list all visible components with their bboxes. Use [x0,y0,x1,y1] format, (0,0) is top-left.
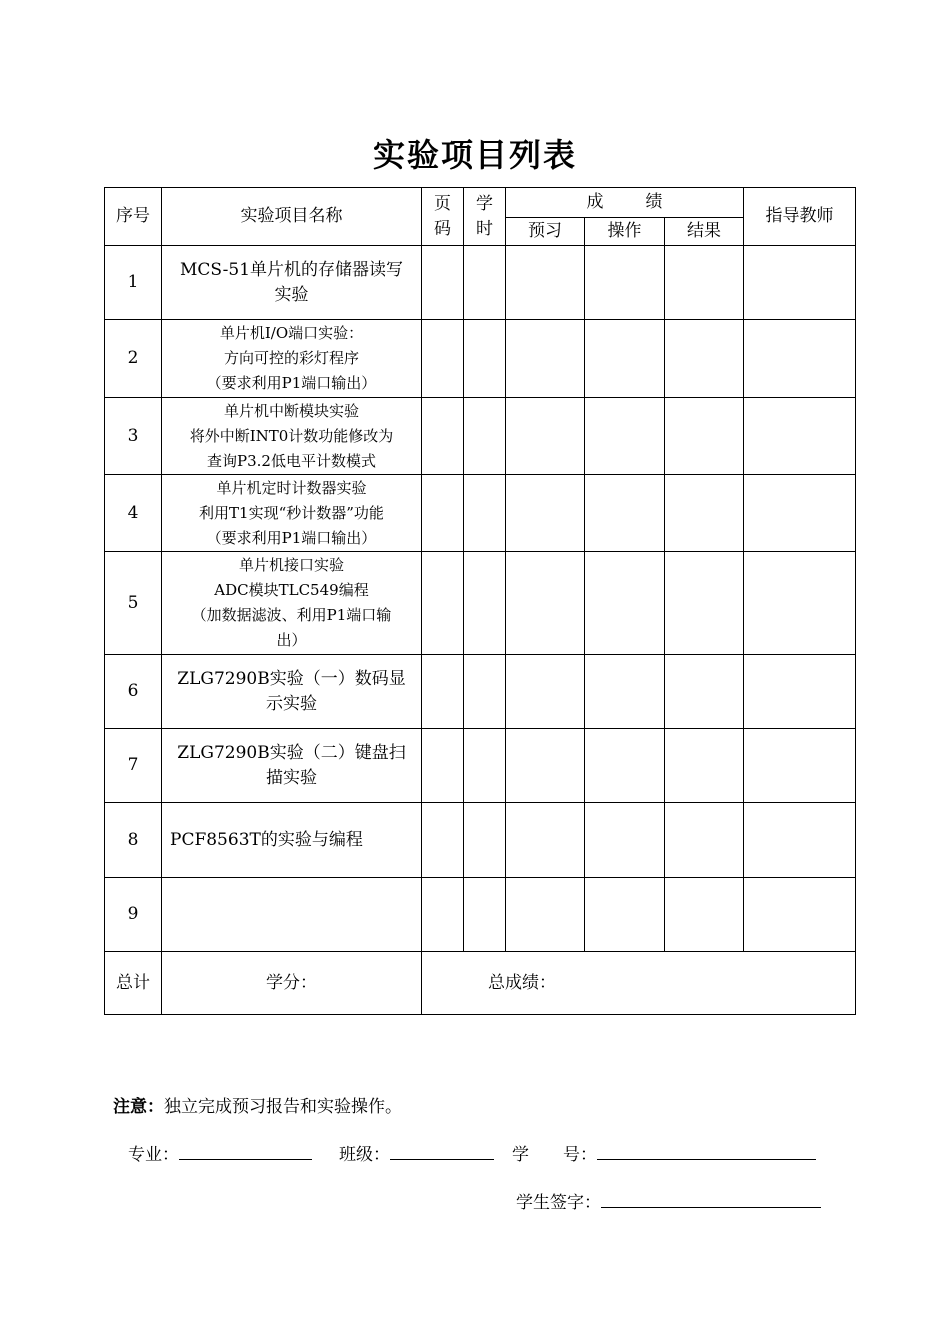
note [113,1092,402,1117]
row-preview-cell[interactable] [506,552,585,655]
header-grade [506,188,744,218]
row-project-name [162,729,422,803]
total-score[interactable]: 总成绩： [422,952,856,1015]
row-hours-cell[interactable] [464,475,506,552]
row-operation-cell[interactable] [585,246,665,320]
row-hours-cell[interactable] [464,655,506,729]
row-teacher-cell[interactable] [744,552,856,655]
project-name-line: MCS-51单片机的存储器读写 [179,259,404,280]
project-name-line: 描实验 [266,767,317,788]
row-project-name [162,878,422,952]
row-seq: 7 [105,729,162,803]
header-hours-char-2: 时 [476,218,493,239]
header-name: 实验项目名称 [162,188,422,246]
row-seq: 6 [105,655,162,729]
row-result-cell[interactable] [665,878,744,952]
project-name-line: 单片机I/O端口实验： [219,324,364,342]
header-page-char-1: 页 [434,193,451,214]
row-result-cell[interactable] [665,398,744,475]
row-preview-cell[interactable] [506,655,585,729]
row-teacher-cell[interactable] [744,320,856,398]
row-operation-cell[interactable] [585,803,665,878]
major-label: 专业： [128,1145,179,1165]
class-field [339,1140,494,1165]
project-name-line: 出） [276,631,307,649]
row-preview-cell[interactable] [506,320,585,398]
project-name-line: 单片机接口实验 [238,556,344,574]
table-row [105,552,856,655]
header-hours [464,188,506,246]
row-project-name [162,320,422,398]
note-label: 注意： [113,1097,164,1117]
header-page [422,188,464,246]
row-operation-cell[interactable] [585,878,665,952]
row-result-cell[interactable] [665,655,744,729]
project-name-line: （要求利用P1端口输出） [206,528,377,547]
table-row [105,475,856,552]
row-project-name [162,803,422,878]
table-row [105,246,856,320]
row-operation-cell[interactable] [585,475,665,552]
row-hours-cell[interactable] [464,729,506,803]
table-row [105,320,856,398]
row-page-cell[interactable] [422,552,464,655]
header-grade-label: 成绩 [586,192,705,212]
row-teacher-cell[interactable] [744,729,856,803]
table-row [105,803,856,878]
row-project-name [162,475,422,552]
row-seq: 5 [105,552,162,655]
row-seq: 8 [105,803,162,878]
signature-input-line[interactable] [601,1191,821,1208]
project-name-line: ZLG7290B实验（二）键盘扫 [177,742,406,763]
project-name-line: PCF8563T的实验与编程 [170,829,363,850]
row-page-cell[interactable] [422,320,464,398]
row-project-name [162,246,422,320]
table-row [105,398,856,475]
major-input-line[interactable] [179,1143,312,1160]
student-id-input-line[interactable] [597,1143,816,1160]
row-preview-cell[interactable] [506,729,585,803]
row-page-cell[interactable] [422,246,464,320]
row-result-cell[interactable] [665,320,744,398]
row-operation-cell[interactable] [585,398,665,475]
row-result-cell[interactable] [665,552,744,655]
student-id-field [512,1140,816,1165]
row-teacher-cell[interactable] [744,246,856,320]
row-project-name [162,655,422,729]
row-hours-cell[interactable] [464,552,506,655]
project-name-line: 单片机中断模块实验 [223,401,359,420]
row-result-cell[interactable] [665,729,744,803]
signature-field [516,1188,821,1213]
header-page-char-2: 码 [434,218,451,239]
row-seq: 2 [105,320,162,398]
row-teacher-cell[interactable] [744,878,856,952]
row-page-cell[interactable] [422,475,464,552]
project-name-line: 单片机定时计数器实验 [216,478,367,497]
row-project-name [162,552,422,655]
experiment-table [104,187,856,1015]
project-name-line: 示实验 [266,693,317,714]
header-seq: 序号 [105,188,162,246]
student-id-label: 学 号： [512,1145,597,1165]
row-preview-cell[interactable] [506,475,585,552]
row-preview-cell[interactable] [506,803,585,878]
row-operation-cell[interactable] [585,320,665,398]
project-name-line: 查询P3.2低电平计数模式 [207,451,376,470]
row-page-cell[interactable] [422,878,464,952]
total-credit[interactable]: 学分： [162,952,422,1015]
row-hours-cell[interactable] [464,246,506,320]
row-result-cell[interactable] [665,803,744,878]
project-name-line: 方向可控的彩灯程序 [223,349,359,367]
table-row [105,729,856,803]
total-row [105,952,856,1015]
row-hours-cell[interactable] [464,878,506,952]
class-input-line[interactable] [390,1143,494,1160]
row-hours-cell[interactable] [464,398,506,475]
row-hours-cell[interactable] [464,320,506,398]
header-preview: 预习 [506,218,585,246]
row-page-cell[interactable] [422,655,464,729]
note-text: 独立完成预习报告和实验操作。 [164,1097,402,1117]
row-operation-cell[interactable] [585,729,665,803]
row-preview-cell[interactable] [506,398,585,475]
row-teacher-cell[interactable] [744,475,856,552]
project-name-line: （要求利用P1端口输出） [206,374,377,392]
row-operation-cell[interactable] [585,552,665,655]
header-result: 结果 [665,218,744,246]
table-row [105,655,856,729]
row-project-name [162,398,422,475]
project-name-line: ADC模块TLC549编程 [214,581,369,599]
row-preview-cell[interactable] [506,878,585,952]
project-name-line: 将外中断INT0计数功能修改为 [189,426,394,445]
header-hours-char-1: 学 [476,193,493,214]
project-name-line: 实验 [274,284,309,305]
project-name-line: ZLG7290B实验（一）数码显 [177,668,406,689]
class-label: 班级： [339,1145,390,1165]
header-operation: 操作 [585,218,665,246]
row-teacher-cell[interactable] [744,655,856,729]
row-result-cell[interactable] [665,246,744,320]
row-seq: 4 [105,475,162,552]
header-teacher: 指导教师 [744,188,856,246]
row-seq: 9 [105,878,162,952]
row-teacher-cell[interactable] [744,398,856,475]
row-seq: 1 [105,246,162,320]
row-preview-cell[interactable] [506,246,585,320]
row-page-cell[interactable] [422,729,464,803]
project-name-line: （加数据滤波、利用P1端口输 [191,606,392,624]
signature-label: 学生签字： [516,1193,601,1213]
major-field [128,1140,312,1165]
row-seq: 3 [105,398,162,475]
row-page-cell[interactable] [422,398,464,475]
total-label: 总计 [105,952,162,1015]
row-page-cell[interactable] [422,803,464,878]
row-hours-cell[interactable] [464,803,506,878]
row-teacher-cell[interactable] [744,803,856,878]
project-name-line: 利用T1实现“秒计数器”功能 [199,503,384,522]
page-title: 实验项目列表 [372,136,577,174]
row-operation-cell[interactable] [585,655,665,729]
table-row [105,878,856,952]
row-result-cell[interactable] [665,475,744,552]
